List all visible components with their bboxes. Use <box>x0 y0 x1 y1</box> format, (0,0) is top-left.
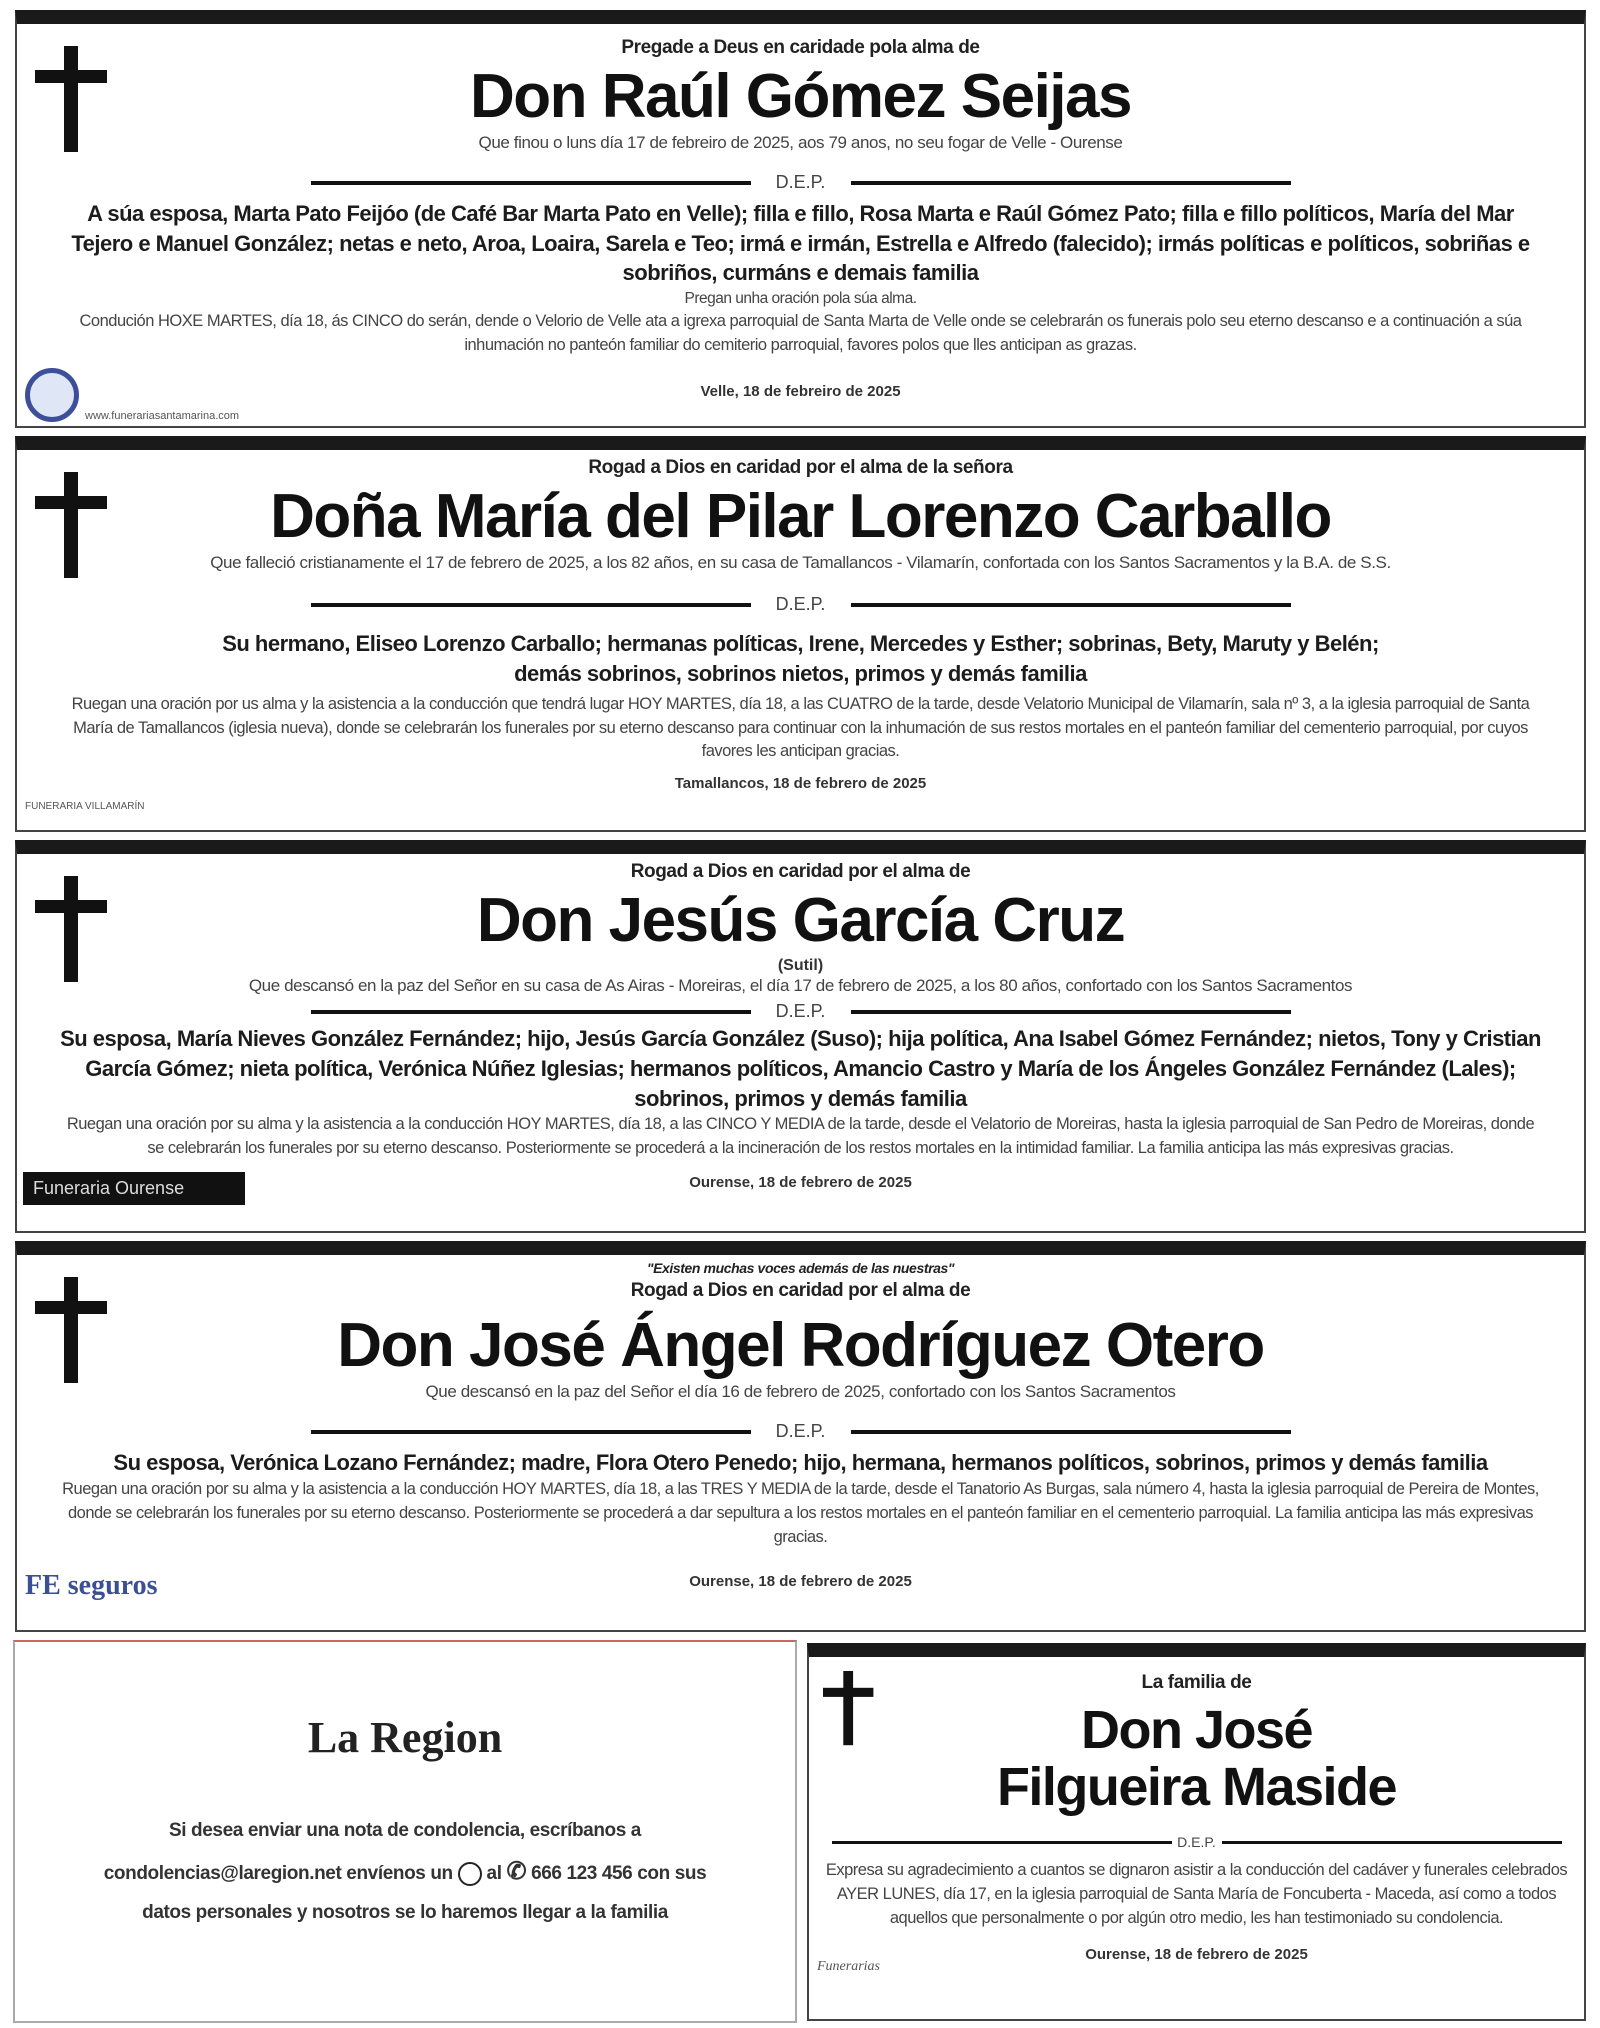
nickname: (Sutil) <box>777 957 824 975</box>
seal-icon <box>25 368 79 422</box>
funeral-home-logo: FUNERARIA VILLAMARÍN <box>25 801 145 813</box>
family-list: A súa esposa, Marta Pato Feijóo (de Café Bar Marta Pato en Velle); filla e fillo, Rosa Marta e Raúl Gómez Pato; filla e fillo políticos, María del Mar Tejero e Manuel González; netas e neto, Aroa, Loaira, Sarela e Teo; irmá e irmán, Estrella e Alfredo (falecido); irmás políticas e políticos, sobriñas e sobriños, curmáns e demais familia <box>71 200 1530 286</box>
ad-line-3: datos personales y nosotros se lo haremos llegar a la familia <box>142 1901 668 1923</box>
funeral-details: Ruegan una oración por su alma y la asistencia a la conducción HOY MARTES, día 18, a las CINCO Y MEDIA de la tarde, desde el Velatorio de Moreiras, hasta la iglesia parroquial de San Pedro de Moreiras, donde se celebrarán los funerales por su eterno descanso. Posteriormente se procederá a la incineración de los restos mortales en la intimidad familiar. La familia anticipa las más expresivas gracias. <box>66 1115 1535 1158</box>
obituary-raul-gomez-seijas <box>15 10 1586 428</box>
ad-text: con sus <box>637 1863 707 1885</box>
obituary-jose-angel-rodriguez-otero <box>15 1241 1586 1632</box>
thanks-text: Expresa su agradecimiento a cuantos se dignaron asistir a la conducción del cadáver y funerales celebrados AYER LUNES, día 17, en la iglesia parroquial de Santa María de Foncuberta - Maceda, así como a todos aquellos que personalmente o por algún otro medio, les han testimoniado su condolencia. <box>825 1861 1568 1928</box>
footer <box>17 366 1584 426</box>
intro: Pregade a Deus en caridade pola alma de <box>621 37 980 58</box>
funeral-details: Ruegan una oración por su alma y la asistencia a la conducción HOY MARTES, día 18, a las TRES Y MEDIA de la tarde, desde el Tanatorio As Burgas, sala número 4, hasta la iglesia parroquial de Pereira de Montes, donde se celebrarán los funerales por su eterno descanso. Posteriormente se procederá a dar sepultura a los restos mortales en el panteón familiar en el cementerio parroquial. La familia anticipa las más expresivas gracias. <box>62 1480 1539 1546</box>
footer <box>17 1558 1584 1606</box>
quote: "Existen muchas voces además de las nuestras" <box>646 1260 955 1277</box>
deceased-name: Don José Ángel Rodríguez Otero <box>337 1311 1264 1381</box>
ad-line-1: Si desea enviar una nota de condolencia, escríbanos a <box>169 1820 641 1842</box>
funeral-home-logo: Funerarias <box>817 1959 880 1975</box>
footer <box>17 1165 1584 1207</box>
funeral-home-logo: FE seguros <box>25 1569 158 1601</box>
date-line: Tamallancos, 18 de febrero de 2025 <box>674 775 927 793</box>
subtitle: Que descansó en la paz del Señor en su casa de As Airas - Moreiras, el día 17 de febrero de 2025, a los 80 años, confortado con los Santos Sacramentos <box>248 976 1353 996</box>
footer <box>809 1939 1584 1979</box>
family-list: Su esposa, Verónica Lozano Fernández; madre, Flora Otero Penedo; hijo, hermana, hermanos políticos, sobrinos, primos y demás familia <box>113 1450 1488 1476</box>
deceased-name-line-1: Don José <box>1080 1699 1313 1760</box>
dep: D.E.P. <box>311 591 1291 617</box>
bottom-row <box>15 1640 1586 2023</box>
intro: La familia de <box>1141 1672 1252 1694</box>
dep: D.E.P. <box>832 1829 1562 1855</box>
intro: Rogad a Dios en caridad por el alma de <box>630 1280 971 1302</box>
obituary-jose-filgueira-maside <box>807 1643 1586 2021</box>
intro: Rogad a Dios en caridad por el alma de <box>630 861 971 883</box>
deceased-name: Don Raúl Gómez Seijas <box>469 61 1131 131</box>
funeral-home-logo: Funeraria Ourense <box>23 1172 245 1205</box>
ad-text: al <box>486 1863 502 1885</box>
cross-icon <box>35 876 107 982</box>
cross-icon <box>35 46 107 152</box>
date-line: Velle, 18 de febreiro de 2025 <box>700 383 901 401</box>
subtitle: Que finou o luns día 17 de febreiro de 2025, aos 79 anos, no seu fogar de Velle - Ourense <box>478 132 1123 152</box>
prayer: Pregan unha oración pola súa alma. <box>684 289 917 307</box>
deceased-name: Doña María del Pilar Lorenzo Carballo <box>270 481 1331 551</box>
funeral-details: Ruegan una oración por us alma y la asistencia a la conducción que tendrá lugar HOY MARTES, día 18, a las CUATRO de la tarde, desde Velatorio Municipal de Vilamarín, sala nº 3, a la iglesia parroquial de Santa María de Tamallancos (iglesia nueva), donde se celebrarán los funerales por su eterno descanso para continuar con la inhumación de sus restos mortales en el panteón familiar del cementerio parroquial, por cuyos favores les anticipan gracias. <box>71 694 1530 761</box>
obituary-maria-del-pilar-lorenzo <box>15 436 1586 832</box>
obituary-jesus-garcia-cruz <box>15 840 1586 1233</box>
dep: D.E.P. <box>311 998 1291 1024</box>
whatsapp-icon <box>458 1862 482 1886</box>
website: www.funerariasantamarina.com <box>85 410 240 423</box>
date-line: Ourense, 18 de febrero de 2025 <box>1085 1946 1308 1964</box>
dep: D.E.P. <box>311 1418 1291 1444</box>
la-region-condolence-ad <box>13 1640 797 2023</box>
intro: Rogad a Dios en caridad por el alma de la señora <box>588 457 1013 479</box>
cross-icon <box>35 472 107 578</box>
email-link[interactable]: condolencias@laregion.net <box>103 1863 342 1885</box>
family-list: Su hermano, Eliseo Lorenzo Carballo; hermanas políticas, Irene, Mercedes y Esther; sobrinas, Bety, Maruty y Belén; demás sobrinos, sobrinos nietos, primos y demás familia <box>222 631 1379 686</box>
funeral-details: Condución HOXE MARTES, día 18, ás CINCO do serán, dende o Velorio de Velle ata a igrexa parroquial de Santa Marta de Velle onde se celebrarán os funerais polo seu eterno descanso e a continuación a súa inhumación no panteón familiar do cemiterio parroquial, favores polos que lles anticipan as grazas. <box>79 312 1522 355</box>
footer <box>17 772 1584 816</box>
subtitle: Que falleció cristianamente el 17 de febrero de 2025, a los 82 años, en su casa de Tamallancos - Vilamarín, confortada con los Santos Sacramentos y la B.A. de S.S. <box>210 553 1391 573</box>
la-region-logo: La Region <box>307 1713 503 1763</box>
phone-icon: ✆ <box>506 1858 527 1886</box>
deceased-name-line-2: Filgueira Maside <box>996 1756 1397 1817</box>
subtitle: Que descansó en la paz del Señor el día 16 de febrero de 2025, confortado con los Santos Sacramentos <box>425 1382 1176 1402</box>
cross-icon <box>823 1671 873 1745</box>
deceased-name: Don Jesús García Cruz <box>476 885 1125 955</box>
phone-number[interactable]: 666 123 456 <box>531 1863 633 1885</box>
date-line: Ourense, 18 de febrero de 2025 <box>689 1174 912 1192</box>
family-list: Su esposa, María Nieves González Fernández; hijo, Jesús García González (Suso); hija política, Ana Isabel Gómez Fernández; nietos, Tony y Cristian García Gómez; nieta política, Verónica Núñez Iglesias; hermanos políticos, Amancio Castro y María de los Ángeles González Fernández (Lales); sobrinos, primos y demás familia <box>60 1026 1541 1111</box>
ad-text: envíenos un <box>346 1863 453 1885</box>
funeral-home-logo <box>25 368 239 422</box>
cross-icon <box>35 1277 107 1383</box>
dep: D.E.P. <box>311 169 1291 195</box>
date-line: Ourense, 18 de febrero de 2025 <box>689 1572 912 1590</box>
